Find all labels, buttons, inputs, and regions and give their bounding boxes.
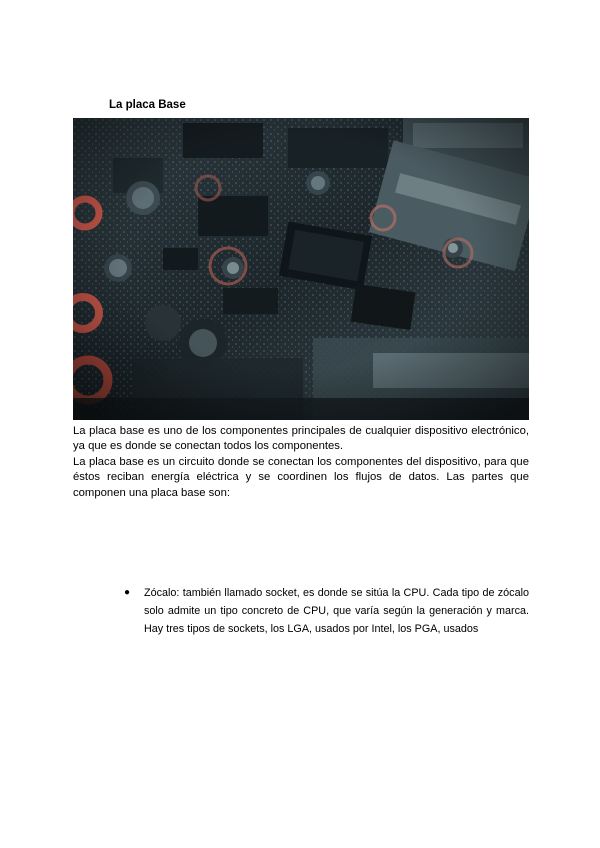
components-list	[124, 584, 529, 638]
paragraph-description: La placa base es un circuito donde se conectan los componentes del dispositivo, para que éstos reciban energía eléctrica y se coordinen los flujos de datos. Las partes que componen una placa base son:	[73, 456, 529, 499]
list-item	[124, 584, 529, 638]
bullet-marker: ●	[124, 587, 131, 598]
motherboard-photo	[73, 118, 529, 420]
document-title: La placa Base	[109, 99, 186, 111]
paragraph-intro: La placa base es uno de los componentes principales de cualquier dispositivo electrónico, ya que es donde se conectan todos los componentes.	[73, 425, 529, 453]
list-item-text: Zócalo: también llamado socket, es donde se sitúa la CPU. Cada tipo de zócalo solo admite un tipo concreto de CPU, que varía según la generación y marca. Hay tres tipos de sockets, los LGA, usados por Intel, los PGA, usados	[144, 587, 529, 635]
